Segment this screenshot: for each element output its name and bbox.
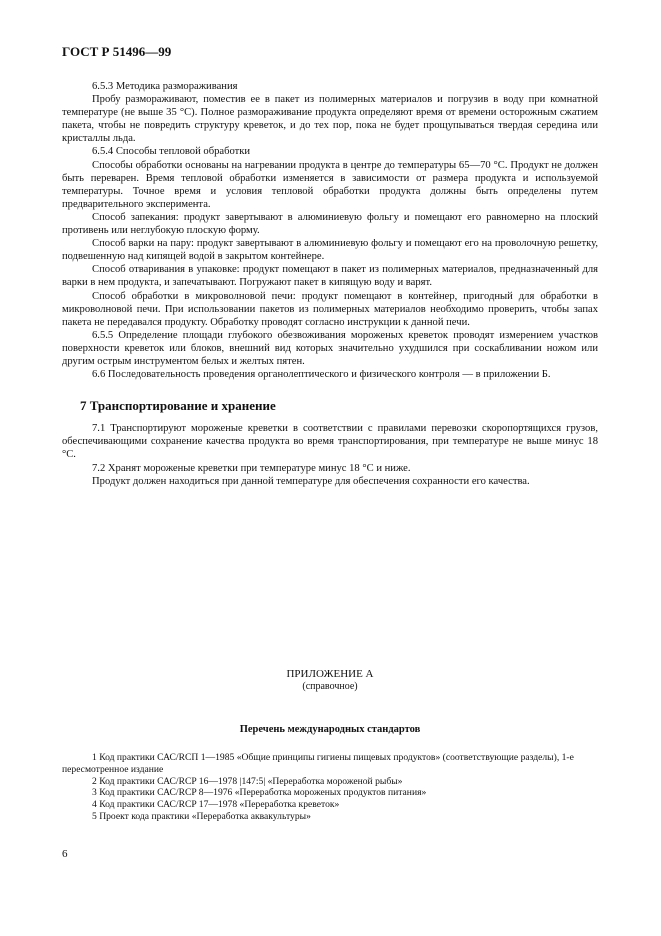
main-text <box>62 80 598 488</box>
paragraph: Способ обработки в микроволновой печи: продукт помещают в контейнер, пригодный для обработки в микроволновой печи. При использовании пакетов из полимерных материалов необходимо проверить, чтобы запах пакета не передавался продукту. Обработку проводят согласно инструкции к данной печи. <box>62 290 598 328</box>
list-item: 1 Код практики САС/RCП 1—1985 «Общие принципы гигиены пищевых продуктов» (соответствующие разделы), 1-е пересмотренное издание <box>62 752 574 775</box>
document-header: ГОСТ Р 51496—99 <box>62 44 172 59</box>
section-heading: 7 Транспортирование и хранение <box>80 398 276 414</box>
list-item: 2 Код практики САС/RCP 16—1978 |147:5| «Переработка мороженой рыбы» <box>92 775 403 787</box>
paragraph: Способ запекания: продукт завертывают в алюминиевую фольгу и помещают его равномерно на плоский противень или неглубокую плоскую форму. <box>62 211 598 237</box>
paragraph: Способ варки на пару: продукт завертывают в алюминиевую фольгу и помещают его на проволочную решетку, подвешенную над кипящей водой в закрытом контейнере. <box>62 238 598 263</box>
page-number: 6 <box>62 848 68 860</box>
list-item: 4 Код практики САС/RCP 17—1978 «Переработка креветок» <box>92 799 340 811</box>
standards-list <box>62 752 598 823</box>
paragraph: Способ отваривания в упаковке: продукт помещают в пакет из полимерных материалов, предназначенный для варки в нем продукта, и запечатывают. Погружают пакет в кипящую воду и варят. <box>62 264 598 289</box>
paragraph: 6.5.3 Методика размораживания <box>92 81 238 92</box>
appendix-note: (справочное) <box>302 681 358 692</box>
paragraph: 6.6 Последовательность проведения органолептического и физического контроля — в приложении Б. <box>92 369 551 381</box>
paragraph: 7.2 Хранят мороженые креветки при температуре минус 18 °С и ниже. <box>92 462 411 474</box>
list-item: 3 Код практики САС/RCP 8—1976 «Переработка мороженых продуктов питания» <box>92 787 427 799</box>
appendix-label: ПРИЛОЖЕНИЕ А <box>286 668 374 680</box>
paragraph: 6.5.4 Способы тепловой обработки <box>92 146 251 158</box>
paragraph: Пробу размораживают, поместив ее в пакет из полимерных материалов и погрузив в воду при комнатной температуре (не выше 35 °С). Полное размораживание продукта определяют время от времени осторожным сжатием пакета, чтобы не повредить структуру креветок, и до тех пор, пока не будет прощупываться твердая середина или кристаллы льда. <box>62 94 598 145</box>
paragraph: Способы обработки основаны на нагревании продукта в центре до температуры 65—70 °С. Продукт не должен быть переварен. Время тепловой обработки изменяется в зависимости от размера продукта и используемой температуры. Точное время и условия тепловой обработки продукта должны быть определены путем предварительного эксперимента. <box>62 159 598 210</box>
paragraph: Продукт должен находиться при данной температуре для обеспечения сохранности его качества. <box>92 475 530 487</box>
paragraph: 6.5.5 Определение площади глубокого обезвоживания мороженых креветок проводят измерением участков поверхности креветок или блоков, внешний вид которых значительно ухудшился при соскабливании ножом или другим острым инструментом белых и желтых пятен. <box>62 329 598 367</box>
appendix-title: Перечень международных стандартов <box>239 724 421 735</box>
appendix-heading <box>62 668 598 692</box>
list-item: 5 Проект кода практики «Переработка аквакультуры» <box>92 810 311 822</box>
paragraph: 7.1 Транспортируют мороженые креветки в соответствии с правилами перевозки скоропортящихся грузов, обеспечивающими сохранение качества продукта во время транспортирования, при температуре не выше минус 18 °С. <box>62 423 598 461</box>
